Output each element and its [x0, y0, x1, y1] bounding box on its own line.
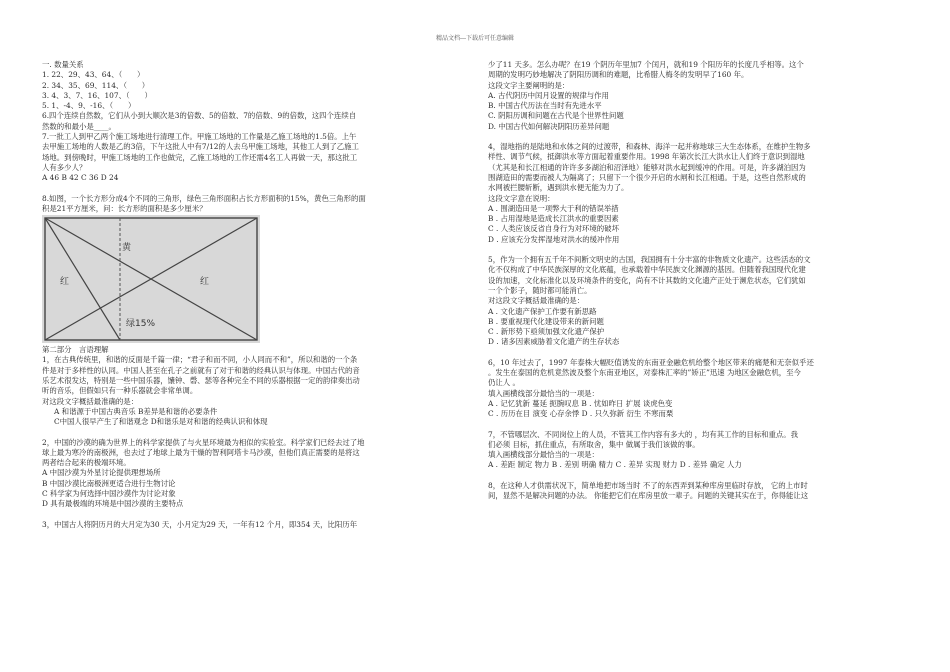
question-7-line: 去甲施工场地的人数是乙的3倍，下午这批人中有7/12的人去乌甲施工场地，其他工人到了乙施工: [42, 142, 359, 152]
passage-8-line: 间，显然不是解决问题的办法。 你能把它们在库房里放一辈子。问题的关键其实在于，你得能让这: [488, 490, 809, 500]
passage-4-option: B . 占用湿地是造成长江洪水的重要因素: [488, 214, 619, 224]
passage-3-cont-line: 少了11 天多。怎么办呢？在19 个阴历年里加7 个闰月，就和19 个阳历年的长度几乎相等。这个: [488, 60, 804, 69]
passage-5-option: A . 文化遗产保护工作要有新思路: [488, 306, 597, 316]
passage-3-option: A. 古代阴历中闰月设置的规律与作用: [488, 90, 609, 100]
passage-1-option: A 和谐源于中国古典音乐 B差异是和谐的必要条件: [54, 406, 218, 416]
passage-5-line: 设的加速，文化标准化以及环境条件的变化，尚有不计其数的文化遗产正处于濒危状态，它们犹如: [488, 275, 806, 285]
passage-5-line: 一个个影子，随时都可能消亡。: [488, 285, 592, 295]
passage-1-line: 1，在古典传统里，和谐的反面是千篇一律；“君子和而不同，小人同而不和”，所以和谐的一个条: [42, 355, 358, 365]
label-red-right: 红: [200, 277, 210, 288]
passage-6-option: A . 记忆犹新 蔓延 扼腕叹息 B . 忧如昨日 扩展 谈虎色变: [488, 398, 673, 408]
passage-6-line: 6，10 年过去了，1997 年泰株大幅贬值诱发的东南亚金融危机给整个地区带来的痛楚和无奈似乎还: [488, 357, 814, 367]
passage-7-line: 填入画横线部分最恰当的一项是：: [488, 450, 599, 460]
question-7-options: A 46 B 42 C 36 D 24: [42, 173, 119, 183]
passage-7-options: A . 差距 制定 物力 B . 差别 明确 精力 C . 差异 实现 财力 D . 差异 确定 人力: [488, 460, 742, 470]
section-title-quantitative: 一. 数量关系: [42, 60, 84, 69]
question-2: 2. 34、35、69、114、（ ）: [42, 80, 150, 90]
passage-1-line: 对这段文字概括最准确的是：: [42, 396, 139, 406]
passage-2-line: 2，中国的沙漠的确为世界上的科学家提供了与火星环境最为相似的实验室。科学家们已经去过了地: [42, 437, 365, 447]
passage-3-option: D. 中国古代如何解决阴阳历差异问题: [488, 121, 610, 131]
passage-2-line: 两者结合起来的极端环境。: [42, 458, 131, 468]
passage-4-line: （尤其是和长江相通的许许多多湖泊和沼泽地）能够对洪水起到缓冲的作用。可是，许多湖泊因为: [488, 162, 806, 172]
passage-5-line: 5，作为一个拥有五千年不间断文明史的古国，我国拥有十分丰富的非物质文化遗产。这些活态的文: [488, 255, 811, 265]
passage-1-line: 听的音乐，但假如只有一种乐器就会非常单调。: [42, 386, 198, 396]
passage-3-option: B. 中国古代历法在当时有先进水平: [488, 101, 602, 111]
passage-8-line: 8，在这种人才供需状况下，简单地把市场当时 不了的东西弄到某种库房里临时存放， 它的上市时: [488, 480, 808, 490]
label-yellow: 黄: [122, 243, 132, 254]
passage-2-option: C 科学家为何选择中国沙漠作为讨论对象: [42, 489, 176, 499]
passage-5-option: D . 诸多因素威胁着文化遗产的生存状态: [488, 337, 620, 347]
question-6-line: 然数的和最小是____。: [42, 121, 116, 131]
right-column: [488, 60, 908, 501]
passage-1-option: C中国人很早产生了和谐观念 D和谐乐是对和谐的经典认识和体现: [54, 417, 268, 427]
question-1: 1. 22、29、43、64、（ ）: [42, 70, 145, 80]
passage-4-option: C . 人类应该反省自身行为对环境的破坏: [488, 224, 619, 234]
passage-2-option: D 具有最极端的环境是中国沙漠的主要特点: [42, 499, 184, 509]
left-column: [42, 60, 452, 530]
question-3: 3. 4、3、7、16、107、（ ）: [42, 90, 152, 100]
question-7-line: 7.一批工人到甲乙两个施工场地进行清理工作。甲施工场地的工作量是乙施工场地的1.5倍。上午: [42, 132, 357, 142]
passage-6-line: 填入画横线部分最恰当的一项是：: [488, 388, 599, 398]
passage-7-line: 7，不管哪层次、不同岗位上的人员，不管其工作内容有多大的 ，均有其工作的目标和重点。我: [488, 429, 799, 439]
question-8-line: 8.如图，一个长方形分成4个不同的三角形，绿色三角形面积占长方形面积的15%，黄色三角形的面: [42, 193, 366, 203]
passage-4-line: 4，湿地指的是陆地和水体之间的过渡带，和森林、海洋一起并称地球三大生态体系，在维护生物多: [488, 142, 811, 152]
passage-2-line: 球上最为寒冷的南极洲，也去过了地球上最为干燥的智利阿塔卡马沙漠，但他们真正需要的是将这: [42, 447, 360, 457]
passage-6-line: 。发生在泰国的危机竟然波及整个东南亚地区，对泰株汇率的”矫正”迅速 为地区金融危机，至今: [488, 368, 801, 378]
passage-4-line: 围湖造田的需要而被人为隔离了；只留下一个很少开启的水闸和长江相通。于是，这些自然形成的: [488, 172, 806, 182]
label-green: 绿15%: [126, 319, 156, 330]
page-header: 精品文档---下载后可任意编辑: [435, 35, 515, 42]
question-7-line: 场地。到傍晚时，甲施工场地的工作也做完，乙施工场地的工作还需4名工人再做一天，那这批工: [42, 152, 358, 162]
question-5: 5. 1、-4、9、-16、（ ）: [42, 101, 136, 111]
label-red-left: 红: [60, 277, 70, 288]
passage-3-option: C. 阴阳历调和问题在古代是个世界性问题: [488, 111, 624, 121]
passage-3-cont-line: 这段文字主要阐明的是：: [488, 80, 570, 90]
passage-2-option: A 中国沙漠为外星讨论提供理想场所: [42, 468, 161, 478]
passage-6-line: 仍让人 。: [488, 378, 520, 388]
passage-3-line: 3，中国古人将阴历月的大月定为30 天，小月定为29 天，一年有12 个月，即354 天，比阳历年: [42, 519, 358, 529]
passage-2-option: B 中国沙漠比南极洲更适合进行生物讨论: [42, 478, 176, 488]
passage-3-cont-line: 周期的发明巧妙地解决了阴阳历调和的难题，比希腊人梅冬的发明早了160 年。: [488, 70, 749, 80]
passage-1-line: 件是对于多样性的认同。中国人甚至在孔子之前就有了对于和谐的经典认识与体现。中国古代的音: [42, 365, 360, 375]
passage-4-line: 这段文字意在说明：: [488, 193, 555, 203]
passage-4-line: 水网被拦腰斩断，遇到洪水便无能为力了。: [488, 183, 629, 193]
passage-5-option: B . 要重视现代化建设带来的新问题: [488, 316, 604, 326]
section-title-verbal: 第二部分 言语理解: [42, 345, 109, 355]
passage-6-option: C . 历历在目 演变 心存余悸 D . 只久弥新 衍生 不寒而栗: [488, 409, 674, 419]
passage-7-line: 们必须 目标，抓住重点，有所取舍，集中 做属于我们该做的事。: [488, 439, 700, 449]
question-6-line: 6.四个连续自然数，它们从小到大顺次是3的倍数、5的倍数、7的倍数、9的倍数，这四个连续自: [42, 111, 357, 121]
question-7-line: 人有多少人？: [42, 162, 87, 172]
question-8-line: 积是21平方厘米，问：长方形的面积是多少厘米？: [42, 203, 207, 213]
passage-4-option: A . 围湖造田是一项弊大于利的错误举措: [488, 203, 619, 213]
passage-4-line: 样性、调节气候，抵御洪水等方面起着重要作用。1998 年第次长江大洪水让人们终于意识到湿地: [488, 152, 805, 162]
passage-5-option: C . 新形势下亟须加强文化遗产保护: [488, 327, 605, 337]
passage-5-line: 对这段文字概括最准确的是：: [488, 296, 585, 306]
rectangle-triangles-figure: [42, 215, 260, 343]
passage-1-line: 乐艺术很发达，特别是一些中国乐器，馕钟、磬、瑟等各种完全不同的乐器根据一定的韵律奏出动: [42, 376, 360, 386]
passage-5-line: 化不仅构成了中华民族深厚的文化底蕴，也承载着中华民族文化渊源的基因。但随着我国现代化建: [488, 265, 806, 275]
passage-4-option: D . 应该充分发挥湿地对洪水的缓冲作用: [488, 234, 620, 244]
